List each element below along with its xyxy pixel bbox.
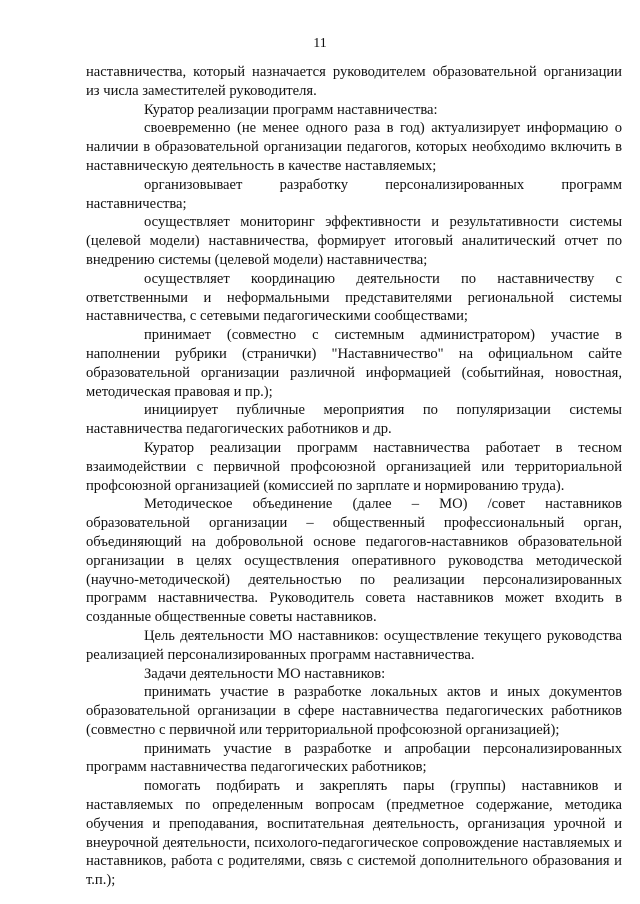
paragraph-5: осуществляет мониторинг эффективности и результативности системы (целевой модели) наставничества, формирует итоговый аналитический отчет по внедрению системы (целевой модели) наставничества; [86, 214, 622, 268]
paragraph-1: наставничества, который назначается руководителем образовательной организации из числа заместителей руководителя. [86, 64, 622, 99]
paragraph-6: осуществляет координацию деятельности по наставничеству с ответственными и неформальными представителями региональной системы наставничества, с сетевыми педагогическими сообществами; [86, 270, 622, 325]
paragraph-14: принимать участие в разработке и апробации персонализированных программ наставничества педагогических работников; [86, 740, 622, 776]
paragraph-4: организовывает разработку персонализированных программ наставничества; [86, 176, 622, 212]
paragraph-2: Куратор реализации программ наставничества: [144, 101, 438, 118]
paragraph-9: Куратор реализации программ наставничества работает в тесном взаимодействии с первичной профсоюзной организацией или территориальной профсоюзной организацией (комиссией по зарплате и нормированию труда). [86, 439, 622, 494]
paragraph-3: своевременно (не менее одного раза в год) актуализирует информацию о наличии в образовательной организации педагогов, которых необходимо включить в наставническую деятельность в качестве наставляемых; [86, 120, 622, 174]
paragraph-15: помогать подбирать и закреплять пары (группы) наставников и наставляемых по определенным вопросам (предметное содержание, методика обучения и преподавания, воспитательная деятельность, организация урочной и внеурочной деятельности, психолого-педагогическое сопровождение наставляемых и наставников, работа с родителями, связь с системой дополнительного образования и т.п.); [86, 778, 622, 889]
paragraph-7: принимает (совместно с системным администратором) участие в наполнении рубрики (странички) "Наставничество" на официальном сайте образовательной организации различной информацией (событийная, новостная, методическая правовая и пр.); [86, 327, 622, 400]
paragraph-13: принимать участие в разработке локальных актов и иных документов образовательной организации в сфере наставничества педагогических работников (совместно с первичной или территориальной профсоюзной организацией); [86, 684, 622, 738]
page-number: 11 [313, 36, 327, 51]
paragraph-10: Методическое объединение (далее – МО) /совет наставников образовательной организации – общественный профессиональный орган, объединяющий на добровольной основе педагогов-наставников образовательной организации в целях осуществления оперативного руководства методической (научно-методической) деятельностью по реализации персонализированных программ наставничества. Руководитель совета наставников может входить в созданные общественные советы наставников. [86, 496, 622, 626]
paragraph-12: Задачи деятельности МО наставников: [144, 665, 386, 682]
paragraph-11: Цель деятельности МО наставников: осуществление текущего руководства реализацией персонализированных программ наставничества. [86, 627, 622, 663]
body-text [86, 63, 622, 890]
paragraph-8: инициирует публичные мероприятия по популяризации системы наставничества педагогических работников и др. [86, 402, 622, 438]
